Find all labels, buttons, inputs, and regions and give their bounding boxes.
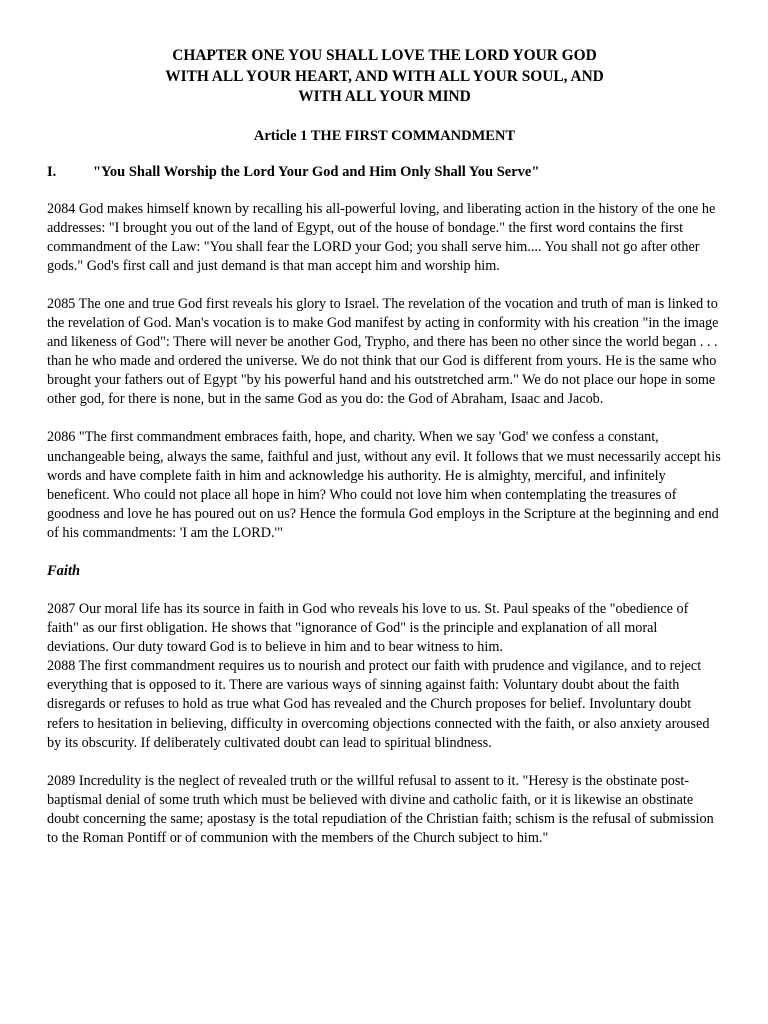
paragraph-2086: 2086 "The first commandment embraces faith, hope, and charity. When we say 'God' we confess a constant, unchangeable being, always the same, faithful and just, without any evil. It follows that we must necessarily accept his words and have complete faith in him and acknowledge his authority. He is almighty, merciful, and infinitely beneficent. Who could not place all hope in him? Who could not love him when contemplating the treasures of goodness and love he has poured out on us? Hence the formula God employs in the Scripture at the beginning and end of his commandments: 'I am the LORD.'" <box>47 429 721 541</box>
faith-subheading: Faith <box>47 563 81 579</box>
chapter-title-line: CHAPTER ONE YOU SHALL LOVE THE LORD YOUR GOD <box>172 47 597 64</box>
paragraph-2085: 2085 The one and true God first reveals his glory to Israel. The revelation of the vocation and truth of man is linked to the revelation of God. Man's vocation is to make God manifest by acting in conformity with his creation "in the image and likeness of God": There will never be another God, Trypho, and there has been no other since the world began . . . than he who made and ordered the universe. We do not think that our God is different from yours. He is the same who brought your fathers out of Egypt "by his powerful hand and his outstretched arm." We do not place our hope in some other god, for there is none, but in the same God as you do: the God of Abraham, Isaac and Jacob. <box>47 295 719 408</box>
article-title: Article 1 THE FIRST COMMANDMENT <box>253 127 516 144</box>
section-title: "You Shall Worship the Lord Your God and Him Only Shall You Serve" <box>93 163 540 180</box>
section-number: I. <box>47 163 57 180</box>
section-heading <box>47 163 722 182</box>
chapter-title-line: WITH ALL YOUR HEART, AND WITH ALL YOUR SOUL, AND <box>165 67 604 85</box>
paragraph-2084: 2084 God makes himself known by recalling his all-powerful loving, and liberating action in the history of the one he addresses: "I brought you out of the land of Egypt, out of the house of bondage." the first word contains the first commandment of the Law: "You shall fear the LORD your God; you shall serve him.... You shall not go after other gods." God's first call and just demand is that man accept him and worship him. <box>47 200 716 274</box>
paragraph-2088: 2088 The first commandment requires us to nourish and protect our faith with prudence and vigilance, and to reject everything that is opposed to it. There are various ways of sinning against faith: Voluntary doubt about the faith disregards or refuses to hold as true what God has revealed and the Church proposes for belief. Involuntary doubt refers to hesitation in believing, difficulty in overcoming objections connected with the faith, or also anxiety aroused by its obscurity. If deliberately cultivated doubt can lead to spiritual blindness. <box>47 658 710 751</box>
chapter-title <box>47 0 722 108</box>
chapter-title-line: WITH ALL YOUR MIND <box>298 88 471 105</box>
paragraph-2087: 2087 Our moral life has its source in faith in God who reveals his love to us. St. Paul speaks of the "obedience of faith" as our first obligation. He shows that "ignorance of God" is the principle and explanation of all moral deviations. Our duty toward God is to believe in him and to bear witness to him. <box>47 601 689 656</box>
paragraph-2089: 2089 Incredulity is the neglect of revealed truth or the willful refusal to assent to it. "Heresy is the obstinate post-baptismal denial of some truth which must be believed with divine and catholic faith, or it is likewise an obstinate doubt concerning the same; apostasy is the total repudiation of the Christian faith; schism is the refusal of submission to the Roman Pontiff or of communion with the members of the Church subject to him." <box>47 772 714 847</box>
